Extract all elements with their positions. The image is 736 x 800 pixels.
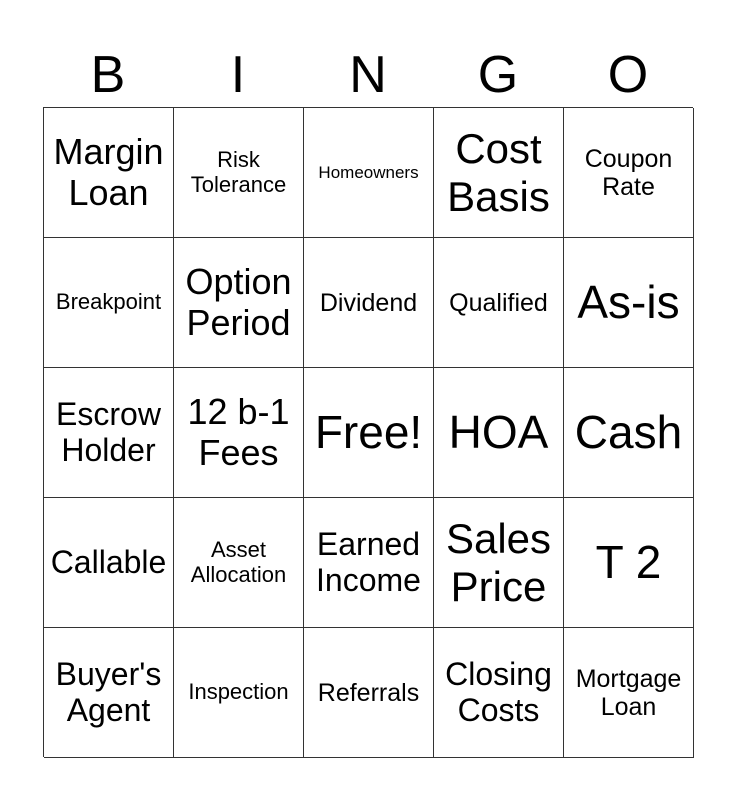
- bingo-cell[interactable]: [44, 498, 174, 628]
- bingo-cell[interactable]: [304, 238, 434, 368]
- cell-text: Breakpoint: [55, 289, 162, 315]
- cell-text: Option Period: [185, 261, 292, 343]
- bingo-cell[interactable]: [174, 108, 304, 238]
- cell-text: Closing Costs: [445, 655, 552, 728]
- bingo-cell[interactable]: [174, 498, 304, 628]
- bingo-cell[interactable]: [44, 238, 174, 368]
- cell-text: Escrow Holder: [56, 395, 161, 468]
- cell-text: Asset Allocation: [190, 536, 287, 587]
- cell-text: As-is: [577, 275, 680, 328]
- header-letter-n: N: [349, 46, 387, 104]
- bingo-cell[interactable]: [174, 238, 304, 368]
- bingo-board: [43, 107, 693, 757]
- header-letter-o: O: [607, 46, 649, 104]
- cell-text: Sales Price: [445, 515, 552, 610]
- cell-text: Inspection: [188, 679, 289, 705]
- cell-text: 12 b-1 Fees: [187, 391, 290, 473]
- bingo-header: [43, 44, 693, 106]
- cell-text: T 2: [595, 535, 662, 588]
- bingo-cell[interactable]: [44, 628, 174, 758]
- cell-text: Referrals: [317, 678, 420, 707]
- header-letter-g: G: [477, 46, 519, 104]
- header-letter-i: I: [230, 46, 246, 104]
- cell-text: HOA: [448, 405, 549, 458]
- bingo-cell[interactable]: [44, 368, 174, 498]
- bingo-cell[interactable]: [174, 368, 304, 498]
- cell-text: Mortgage Loan: [575, 664, 682, 721]
- bingo-cell[interactable]: [174, 628, 304, 758]
- bingo-cell[interactable]: [304, 498, 434, 628]
- cell-text: Homeowners: [318, 162, 419, 182]
- bingo-cell[interactable]: [564, 368, 694, 498]
- cell-text: Earned Income: [316, 525, 421, 598]
- bingo-cell[interactable]: [434, 628, 564, 758]
- bingo-cell[interactable]: [564, 628, 694, 758]
- bingo-cell[interactable]: [434, 368, 564, 498]
- bingo-cell[interactable]: [564, 108, 694, 238]
- cell-text: Buyer's Agent: [55, 655, 162, 728]
- cell-text: Margin Loan: [53, 131, 164, 213]
- cell-text: Dividend: [319, 288, 418, 317]
- cell-text: Risk Tolerance: [190, 146, 287, 197]
- bingo-cell[interactable]: [564, 238, 694, 368]
- cell-text: Cash: [574, 405, 683, 458]
- bingo-cell[interactable]: [434, 238, 564, 368]
- cell-text: Cost Basis: [447, 125, 550, 220]
- free-space-cell[interactable]: [304, 368, 434, 498]
- bingo-cell[interactable]: [564, 498, 694, 628]
- bingo-cell[interactable]: [434, 498, 564, 628]
- bingo-cell[interactable]: [434, 108, 564, 238]
- bingo-cell[interactable]: [304, 628, 434, 758]
- cell-text: Callable: [50, 543, 167, 580]
- free-space-text: Free!: [314, 405, 423, 458]
- cell-text: Coupon Rate: [584, 144, 673, 201]
- cell-text: Qualified: [449, 288, 548, 317]
- bingo-cell[interactable]: [304, 108, 434, 238]
- bingo-cell[interactable]: [44, 108, 174, 238]
- header-letter-b: B: [90, 46, 126, 104]
